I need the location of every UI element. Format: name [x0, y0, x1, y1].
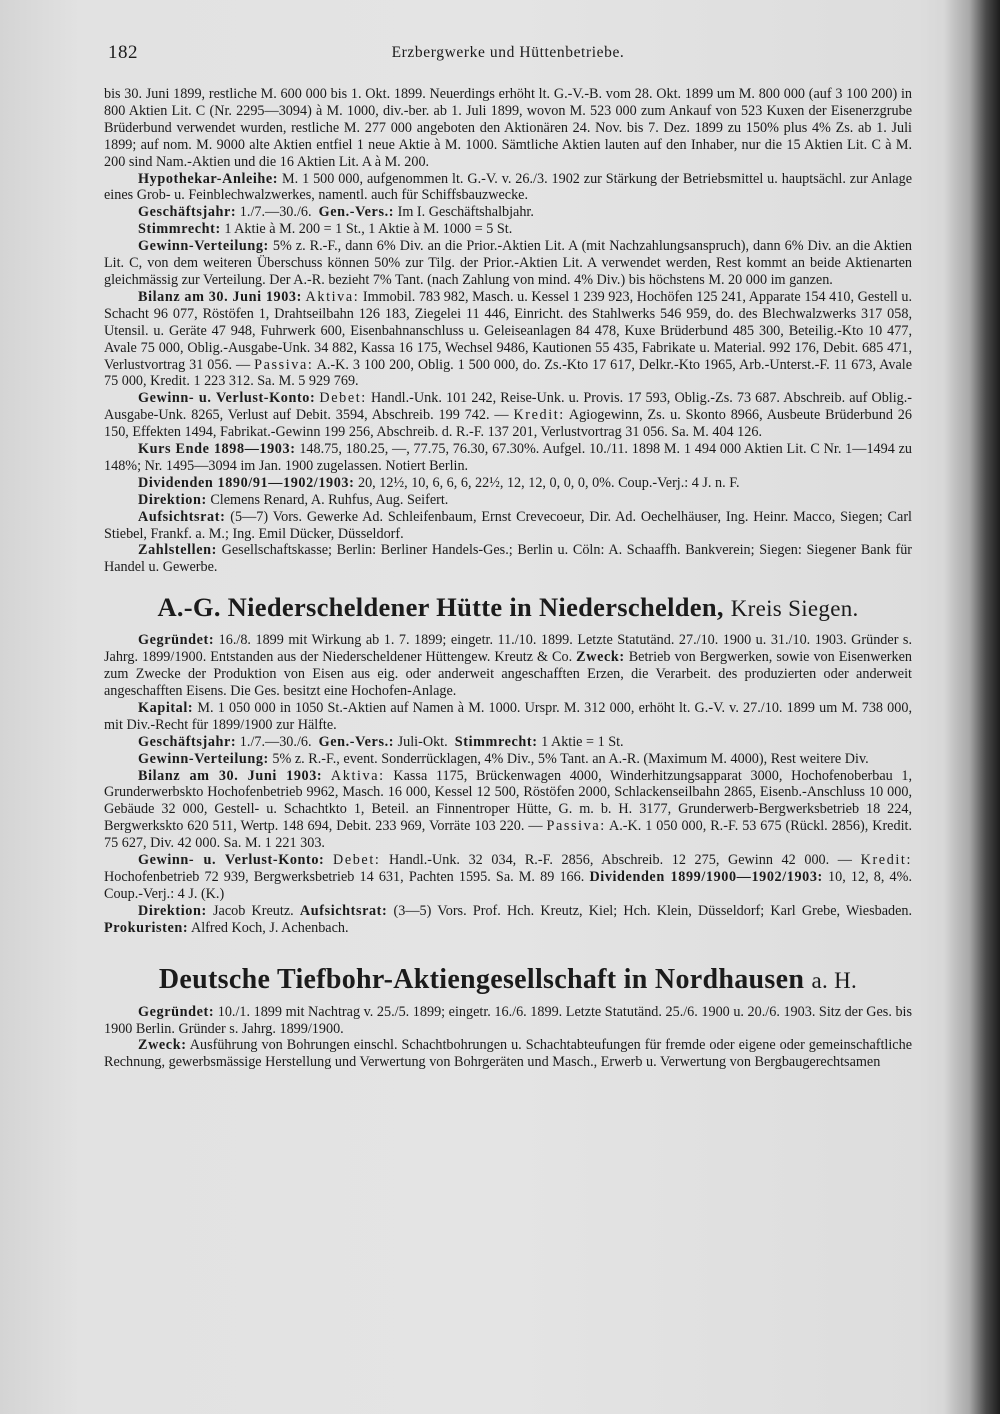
fiscal-year-paragraph: Geschäftsjahr: 1./7.—30./6. Gen.-Vers.: Juli-Okt. Stimmrecht: 1 Aktie = 1 St. [138, 733, 624, 750]
page-number: 182 [108, 42, 138, 63]
profit-distribution-paragraph: Gewinn-Verteilung: 5% z. R.-F., dann 6% Div. an die Prior.-Aktien Lit. A (mit Nachzahlungsanspruch), dann 6% Div. an die Aktien Lit. C, von dem weiteren Überschuss können 50% zur Tilg. der Prior.-Aktien Lit. A verwendet werden, Rest kommt an beide Aktienarten gleichmässig zur Verteilung. Der A.-R. bezieht 7% Tant. (nach Zahlung von mind. 4% Div.) bis höchstens M. 20 000 im ganzen. [104, 238, 913, 288]
dividends-paragraph: Dividenden 1890/91—1902/1903: 20, 12½, 10, 6, 6, 6, 22½, 12, 12, 0, 0, 0, 0%. Coup.-Verj.: 4 J. n. F. [138, 474, 740, 491]
capital-history-paragraph: bis 30. Juni 1899, restliche M. 600 000 bis 1. Okt. 1899. Neuerdings erhöht lt. G.-V.-B. vom 28. Okt. 1899 um M. 800 000 (auf 3 100 200) in 800 Aktien Lit. C (Nr. 2295—3094) à M. 1000, div.-ber. ab 1. Juli 1899, wovon M. 523 000 zum Ankauf von 523 Kuxen der Eisenerzgrube Brüderbund verwendet wurden, restliche M. 277 000 angeboten den Aktionären 24. Nov. bis 7. Dez. 1899 zu 150% plus 4% Zs. ab 1. Juli 1899; auf nom. M. 9000 alte Aktien entfiel 1 neue Aktie à M. 1000. Sämtliche Aktien lauten auf den Inhaber, nur die 15 Aktien Lit. C à M. 200 sind Nam.-Aktien und die 16 Aktien Lit. A à M. 200. [104, 86, 912, 170]
voting-rights-paragraph: Stimmrecht: 1 Aktie à M. 200 = 1 St., 1 Aktie à M. 1000 = 5 St. [138, 221, 513, 238]
balance-sheet-paragraph: Bilanz am 30. Juni 1903: Aktiva: Immobil. 783 982, Masch. u. Kessel 1 239 923, Hochöfen 125 241, Apparate 154 410, Gestell u. Schacht 96 077, Röstöfen 1, Drahtseilbahn 126 183, Ziegelei 11 446, Einricht. des Stahlwerks 546 959, do. des Blechwalzwerks 317 058, Utensil. u. Geräte 47 948, Fuhrwerk 600, Eisenbahnanschluss u. Geleiseanlagen 84 478, Kuxe Brüderbund 485 300, Beteilig.-Kto 10 477, Avale 75 000, Oblig.-Ausgabe-Unk. 34 882, Kassa 16 175, Wechsel 9486, Kautionen 55 435, Fabrikate u. Material. 992 176, Debit. 685 471, Verlustvortrag 31 056. — Passiva: A.-K. 3 100 200, Oblig. 1 500 000, do. Zs.-Kto 17 617, Delkr.-Kto 1965, Arb.-Unterst.-F. 11 673, Avale 75 000, Kredit. 1 223 312. Sa. M. 5 929 769. [104, 288, 913, 390]
fiscal-year-paragraph: Geschäftsjahr: 1./7.—30./6. Gen.-Vers.: Im I. Geschäftshalbjahr. [138, 204, 534, 221]
board-of-directors-paragraph: Direktion: Clemens Renard, A. Ruhfus, Aug. Seifert. [138, 491, 449, 508]
capital-paragraph: Kapital: M. 1 050 000 in 1050 St.-Aktien auf Namen à M. 1000. Urspr. M. 312 000, erhöht lt. G.-V. v. 27./10. 1899 um M. 738 000, mit Div.-Recht für 1899/1900 zur Hälfte. [104, 699, 912, 733]
profit-loss-paragraph: Gewinn- u. Verlust-Konto: Debet: Handl.-Unk. 32 034, R.-F. 2856, Abschreib. 12 275, Gewinn 42 000. — Kredit: Hochofenbetrieb 72 939, Bergwerksbetrieb 14 631, Pachten 1595. Sa. M. 89 166. Dividenden 1899/1900—1902/1903: 10, 12, 8, 4%. Coup.-Verj.: 4 J. (K.) [104, 852, 913, 902]
company-heading-niederscheldener: A.-G. Niederscheldener Hütte in Niederschelden, Kreis Siegen. [157, 592, 859, 623]
founded-paragraph: Gegründet: 16./8. 1899 mit Wirkung ab 1. 7. 1899; eingetr. 11./10. 1899. Letzte Statutänd. 27./10. 1900 u. 31./10. 1903. Gründer s. Jahrg. 1899/1900. Entstanden aus der Niederscheldener Hüttengew. Kreutz & Co. Zweck: Betrieb von Bergwerken, sowie von Eisenwerken zum Zwecke der Produktion von Eisen aus eig. oder anderweit angeschafften Erzen, die Verarbeit. des produzierten oder anderweit angeschafften Eisens. Die Ges. besitzt eine Hochofen-Anlage. [104, 632, 912, 699]
section-deutsche-tiefbohr [104, 963, 912, 1072]
running-head: Erzbergwerke und Hüttenbetriebe. [391, 44, 625, 61]
book-binding-shadow [944, 0, 1000, 1414]
supervisory-board-paragraph: Aufsichtsrat: (5—7) Vors. Gewerke Ad. Schleifenbaum, Ernst Crevecoeur, Dir. Ad. Oechelhäuser, Ing. Heinr. Macco, Siegen; Carl Stiebel, Frankf. a. M.; Ing. Emil Dücker, Düsseldorf. [104, 508, 912, 542]
section-niederscheldener-huette [104, 590, 912, 936]
balance-sheet-paragraph: Bilanz am 30. Juni 1903: Aktiva: Kassa 1175, Brückenwagen 4000, Winderhitzungsapparat 3000, Hochofenoberbau 1, Grunderwerbskto Hochofenbetrieb 9962, Masch. 16 000, Kessel 12 500, Röstöfen 2000, Schlackenseilbahn 2865, Eisenb.-Anschluss 10 000, Gebäude 32 000, Gestell- u. Schachtkto 1, Beteil. an Finnentroper Hütte, G. m. b. H. 3177, Grunderwerb-Bergwerksbetrieb 18 224, Bergwerkskto 620 511, Wertp. 148 694, Debit. 233 969, Vorräte 103 220. — Passiva: A.-K. 1 050 000, R.-F. 53 675 (Rückl. 2856), Kredit. 75 627, Div. 42 000. Sa. M. 1 221 303. [104, 767, 913, 852]
profit-distribution-paragraph: Gewinn-Verteilung: 5% z. R.-F., event. Sonderrücklagen, 4% Div., 5% Tant. an A.-R. (Maximum M. 4000), Rest weitere Div. [138, 750, 869, 767]
mortgage-loan-paragraph: Hypothekar-Anleihe: M. 1 500 000, aufgenommen lt. G.-V. v. 26./3. 1902 zur Stärkung der Betriebsmittel u. hauptsächl. zur Anlage eines Grob- u. Feinblechwalzwerkes, namentl. auch für Schiffsbauzwecke. [104, 170, 912, 204]
section-continued-entry [104, 86, 912, 576]
paying-agents-paragraph: Zahlstellen: Gesellschaftskasse; Berlin: Berliner Handels-Ges.; Berlin u. Cöln: A. Schaaffh. Bankverein; Siegen: Siegener Bank für Handel u. Gewerbe. [104, 542, 913, 576]
page-body [104, 86, 912, 1071]
founded-paragraph: Gegründet: 10./1. 1899 mit Nachtrag v. 25./5. 1899; eingetr. 16./6. 1899. Letzte Statutänd. 25./6. 1900 u. 20./6. 1903. Sitz der Ges. bis 1900 Berlin. Gründer s. Jahrg. 1899/1900. [104, 1003, 912, 1037]
page-header [104, 38, 912, 68]
share-price-paragraph: Kurs Ende 1898—1903: 148.75, 180.25, —, 77.75, 76.30, 67.30%. Aufgel. 10./11. 1898 M. 1 494 000 Aktien Lit. C Nr. 1—1494 zu 148%; Nr. 1495—3094 im Jan. 1900 zugelassen. Notiert Berlin. [104, 441, 913, 474]
company-heading-tiefbohr: Deutsche Tiefbohr-Aktiengesellschaft in Nordhausen a. H. [158, 963, 858, 995]
profit-loss-paragraph: Gewinn- u. Verlust-Konto: Debet: Handl.-Unk. 101 242, Reise-Unk. u. Provis. 17 593, Oblig.-Zs. 73 687. Abschreib. auf Oblig.-Ausgabe-Unk. 8265, Verlust auf Debit. 3594, Abschreib. 199 742. — Kredit: Agiogewinn, Zs. u. Skonto 8966, Ausbeute Brüderbund 26 150, Effekten 1494, Fabrikat.-Gewinn 199 256, Abschreib. d. R.-F. 137 201, Verlustvortrag 31 056. Sa. M. 404 126. [104, 390, 913, 441]
management-paragraph: Direktion: Jacob Kreutz. Aufsichtsrat: (3—5) Vors. Prof. Hch. Kreutz, Kiel; Hch. Klein, Düsseldorf; Karl Grebe, Wiesbaden. Prokuristen: Alfred Koch, J. Achenbach. [104, 902, 913, 936]
purpose-paragraph: Zweck: Ausführung von Bohrungen einschl. Schachtbohrungen u. Schachtabteufungen für fremde oder eigene oder gemeinschaftliche Rechnung, gewerbsmässige Herstellung und Verwertung von Bohrgeräten und Masch., Erwerb u. Verwertung von Bergbaugerechtsamen [104, 1037, 912, 1071]
